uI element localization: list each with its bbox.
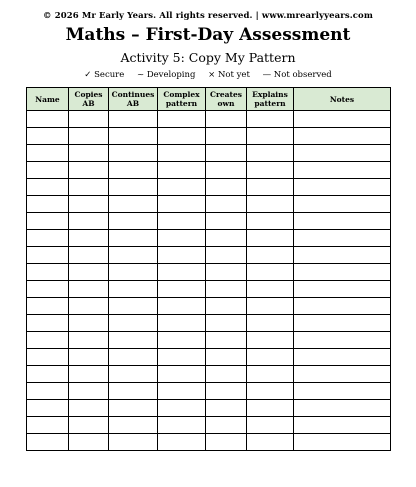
table-cell[interactable] <box>109 128 158 145</box>
table-cell[interactable] <box>158 230 206 247</box>
table-cell[interactable] <box>158 162 206 179</box>
table-row <box>27 298 391 315</box>
table-row <box>27 366 391 383</box>
table-cell[interactable] <box>294 128 391 145</box>
table-cell[interactable] <box>294 196 391 213</box>
table-cell[interactable] <box>158 383 206 400</box>
table-cell[interactable] <box>294 247 391 264</box>
table-cell[interactable] <box>27 417 69 434</box>
table-cell[interactable] <box>69 315 109 332</box>
legend-item-not-yet: × Not yet <box>208 70 250 80</box>
table-cell[interactable] <box>158 417 206 434</box>
table-cell[interactable] <box>69 128 109 145</box>
table-cell[interactable] <box>69 332 109 349</box>
table-cell[interactable] <box>294 230 391 247</box>
table-cell[interactable] <box>206 417 247 434</box>
table-cell[interactable] <box>206 281 247 298</box>
table-cell[interactable] <box>27 247 69 264</box>
table-cell[interactable] <box>206 247 247 264</box>
table-cell[interactable] <box>27 332 69 349</box>
table-row <box>27 281 391 298</box>
table-cell[interactable] <box>247 196 294 213</box>
table-row <box>27 247 391 264</box>
table-cell[interactable] <box>294 400 391 417</box>
table-row <box>27 145 391 162</box>
table-cell[interactable] <box>27 145 69 162</box>
table-cell[interactable] <box>158 264 206 281</box>
table-cell[interactable] <box>206 128 247 145</box>
legend-item-developing: ~ Developing <box>136 70 196 80</box>
table-cell[interactable] <box>247 400 294 417</box>
legend-item-secure: ✓ Secure <box>84 70 125 80</box>
table-cell[interactable] <box>109 264 158 281</box>
table-cell[interactable] <box>69 366 109 383</box>
table-cell[interactable] <box>27 366 69 383</box>
table-cell[interactable] <box>294 111 391 128</box>
table-cell[interactable] <box>294 213 391 230</box>
column-header-explains-pattern: Explains pattern <box>247 88 294 111</box>
table-cell[interactable] <box>158 332 206 349</box>
table-cell[interactable] <box>109 349 158 366</box>
table-cell[interactable] <box>27 128 69 145</box>
table-cell[interactable] <box>294 417 391 434</box>
table-cell[interactable] <box>27 400 69 417</box>
table-cell[interactable] <box>69 179 109 196</box>
table-cell[interactable] <box>27 196 69 213</box>
table-row <box>27 434 391 451</box>
check-icon: ✓ <box>84 70 92 80</box>
table-cell[interactable] <box>158 349 206 366</box>
table-cell[interactable] <box>247 111 294 128</box>
table-cell[interactable] <box>27 111 69 128</box>
legend <box>0 70 416 80</box>
assessment-table <box>26 87 391 451</box>
table-cell[interactable] <box>247 383 294 400</box>
table-cell[interactable] <box>109 111 158 128</box>
table-cell[interactable] <box>247 434 294 451</box>
table-cell[interactable] <box>109 434 158 451</box>
table-cell[interactable] <box>247 298 294 315</box>
table-cell[interactable] <box>27 281 69 298</box>
table-cell[interactable] <box>158 434 206 451</box>
column-header-notes: Notes <box>294 88 391 111</box>
table-row <box>27 383 391 400</box>
table-cell[interactable] <box>69 417 109 434</box>
table-cell[interactable] <box>109 247 158 264</box>
table-cell[interactable] <box>69 213 109 230</box>
table-cell[interactable] <box>109 196 158 213</box>
table-cell[interactable] <box>247 315 294 332</box>
table-cell[interactable] <box>206 264 247 281</box>
table-cell[interactable] <box>158 111 206 128</box>
table-cell[interactable] <box>206 179 247 196</box>
table-cell[interactable] <box>206 332 247 349</box>
copyright-line: © 2026 Mr Early Years. All rights reserved. | www.mrearlyyears.com <box>43 11 373 21</box>
table-cell[interactable] <box>27 434 69 451</box>
table-cell[interactable] <box>247 281 294 298</box>
table-cell[interactable] <box>294 162 391 179</box>
table-cell[interactable] <box>158 281 206 298</box>
table-cell[interactable] <box>109 281 158 298</box>
table-cell[interactable] <box>247 128 294 145</box>
tilde-icon: ~ <box>136 70 145 80</box>
table-cell[interactable] <box>109 298 158 315</box>
activity-subtitle: Activity 5: Copy My Pattern <box>120 50 296 65</box>
table-row <box>27 400 391 417</box>
table-cell[interactable] <box>27 298 69 315</box>
table-row <box>27 128 391 145</box>
table-row <box>27 179 391 196</box>
table-cell[interactable] <box>206 162 247 179</box>
table-cell[interactable] <box>69 162 109 179</box>
table-cell[interactable] <box>69 247 109 264</box>
table-cell[interactable] <box>206 298 247 315</box>
table-cell[interactable] <box>294 264 391 281</box>
column-header-complex-pattern: Complex pattern <box>158 88 206 111</box>
table-cell[interactable] <box>27 315 69 332</box>
table-cell[interactable] <box>158 315 206 332</box>
legend-item-not-observed: — Not observed <box>262 70 332 80</box>
table-row <box>27 332 391 349</box>
table-cell[interactable] <box>109 162 158 179</box>
table-cell[interactable] <box>247 179 294 196</box>
table-cell[interactable] <box>109 213 158 230</box>
table-cell[interactable] <box>206 366 247 383</box>
table-cell[interactable] <box>294 298 391 315</box>
table-cell[interactable] <box>69 434 109 451</box>
table-cell[interactable] <box>247 417 294 434</box>
table-cell[interactable] <box>69 145 109 162</box>
table-cell[interactable] <box>109 145 158 162</box>
table-cell[interactable] <box>206 230 247 247</box>
table-cell[interactable] <box>294 145 391 162</box>
table-cell[interactable] <box>109 179 158 196</box>
table-cell[interactable] <box>294 349 391 366</box>
table-cell[interactable] <box>27 213 69 230</box>
table-cell[interactable] <box>27 349 69 366</box>
table-cell[interactable] <box>206 383 247 400</box>
table-cell[interactable] <box>247 162 294 179</box>
table-row <box>27 264 391 281</box>
page-title: Maths – First-Day Assessment <box>65 25 351 45</box>
table-cell[interactable] <box>109 400 158 417</box>
table-cell[interactable] <box>206 434 247 451</box>
table-cell[interactable] <box>247 247 294 264</box>
table-cell[interactable] <box>247 145 294 162</box>
table-cell[interactable] <box>69 298 109 315</box>
table-row <box>27 111 391 128</box>
table-cell[interactable] <box>206 196 247 213</box>
table-cell[interactable] <box>69 383 109 400</box>
table-cell[interactable] <box>294 179 391 196</box>
table-cell[interactable] <box>69 111 109 128</box>
table-row <box>27 196 391 213</box>
column-header-continues-ab: Continues AB <box>109 88 158 111</box>
table-cell[interactable] <box>158 145 206 162</box>
table-cell[interactable] <box>206 315 247 332</box>
table-cell[interactable] <box>206 213 247 230</box>
table-cell[interactable] <box>294 366 391 383</box>
table-cell[interactable] <box>27 179 69 196</box>
column-header-name: Name <box>27 88 69 111</box>
table-cell[interactable] <box>247 349 294 366</box>
table-cell[interactable] <box>69 196 109 213</box>
table-cell[interactable] <box>158 247 206 264</box>
table-cell[interactable] <box>206 400 247 417</box>
table-header-row <box>27 88 391 111</box>
table-row <box>27 230 391 247</box>
table-cell[interactable] <box>247 366 294 383</box>
table-cell[interactable] <box>109 230 158 247</box>
column-header-copies-ab: Copies AB <box>69 88 109 111</box>
table-cell[interactable] <box>247 264 294 281</box>
cross-icon: × <box>208 70 216 80</box>
table-cell[interactable] <box>109 383 158 400</box>
table-cell[interactable] <box>294 332 391 349</box>
table-cell[interactable] <box>69 400 109 417</box>
table-cell[interactable] <box>247 332 294 349</box>
table-row <box>27 213 391 230</box>
table-cell[interactable] <box>294 281 391 298</box>
table-cell[interactable] <box>27 383 69 400</box>
column-header-creates-own: Creates own <box>206 88 247 111</box>
table-cell[interactable] <box>247 230 294 247</box>
table-cell[interactable] <box>206 349 247 366</box>
table-cell[interactable] <box>69 349 109 366</box>
table-cell[interactable] <box>158 400 206 417</box>
table-row <box>27 162 391 179</box>
table-cell[interactable] <box>27 162 69 179</box>
table-cell[interactable] <box>206 111 247 128</box>
table-row <box>27 417 391 434</box>
table-cell[interactable] <box>27 230 69 247</box>
table-cell[interactable] <box>158 196 206 213</box>
table-cell[interactable] <box>109 315 158 332</box>
table-cell[interactable] <box>158 366 206 383</box>
table-cell[interactable] <box>109 417 158 434</box>
table-cell[interactable] <box>294 315 391 332</box>
table-cell[interactable] <box>69 264 109 281</box>
table-cell[interactable] <box>294 434 391 451</box>
table-cell[interactable] <box>158 179 206 196</box>
table-cell[interactable] <box>206 145 247 162</box>
table-row <box>27 315 391 332</box>
table-cell[interactable] <box>69 230 109 247</box>
table-cell[interactable] <box>247 213 294 230</box>
table-cell[interactable] <box>69 281 109 298</box>
table-cell[interactable] <box>294 383 391 400</box>
dash-icon: — <box>262 70 272 80</box>
table-cell[interactable] <box>158 128 206 145</box>
table-row <box>27 349 391 366</box>
table-cell[interactable] <box>158 213 206 230</box>
table-cell[interactable] <box>158 298 206 315</box>
table-body <box>27 111 391 451</box>
table-cell[interactable] <box>27 264 69 281</box>
table-cell[interactable] <box>109 366 158 383</box>
table-cell[interactable] <box>109 332 158 349</box>
